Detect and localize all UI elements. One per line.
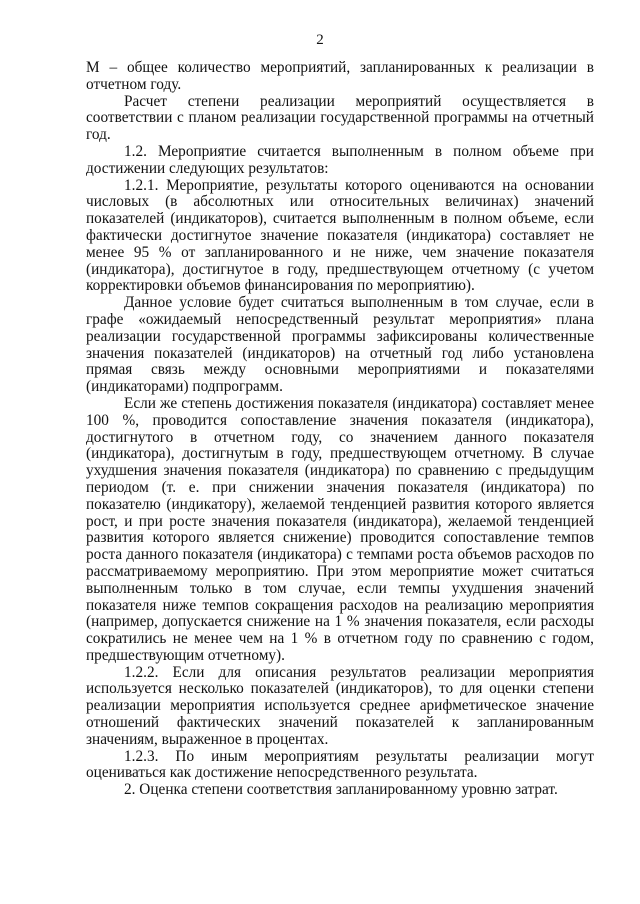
paragraph-section-1-2: 1.2. Мероприятие считается выполненным в полном объеме при достижении следующих результатов: [86, 142, 594, 177]
paragraph-section-1-2-3: 1.2.3. По иным мероприятиям результаты реализации могут оцениваться как достижение непосредственного результата. [86, 747, 594, 782]
page-number: 2 [316, 32, 324, 48]
paragraph-m-definition: М – общее количество мероприятий, запланированных к реализации в отчетном году. [86, 59, 594, 93]
paragraph-calculation-basis: Расчет степени реализации мероприятий осуществляется в соответствии с планом реализации государственной программы на отчетный год. [86, 92, 594, 144]
paragraph-condition: Данное условие будет считаться выполненным в том случае, если в графе «ожидаемый непосредственный результат мероприятия» плана реализации государственной программы зафиксированы количественные значения показателей (индикаторов) на отчетный год либо установлена прямая связь между основными мероприятиями и показателями (индикаторами) подпрограмм. [86, 294, 594, 396]
paragraph-section-2: 2. Оценка степени соответствия запланированному уровню затрат. [124, 781, 558, 799]
paragraph-section-1-2-1: 1.2.1. Мероприятие, результаты которого оцениваются на основании числовых (в абсолютных или относительных величинах) значений показателей (индикаторов), считается выполненным в полном объеме, если фактически достигнутое значение показателя (индикатора) составляет не менее 95 % от запланированного и не ниже, чем значение показателя (индикатора), достигнутое в году, предшествующем отчетному (с учетом корректировки объемов финансирования по мероприятию). [86, 176, 594, 295]
paragraph-below-100-percent: Если же степень достижения показателя (индикатора) составляет менее 100 %, проводится сопоставление значения показателя (индикатора), достигнутого в отчетном году, со значением данного показателя (индикатора), достигнутым в году, предшествующем отчетному. В случае ухудшения значения показателя (индикатора) по сравнению с предыдущим периодом (т. е. при снижении значения показателя (индикатора) по показателю (индикатору), желаемой тенденцией развития которого является рост, и при росте значения показателя (индикатора), желаемой тенденцией развития которого является снижение) проводится сопоставление темпов роста данного показателя (индикатора) с темпами роста объемов расходов по рассматриваемому мероприятию. При этом мероприятие может считаться выполненным только в том случае, если темпы ухудшения значений показателя ниже темпов сокращения расходов на реализацию мероприятия (например, допускается снижение на 1 % значения показателя, если расходы сократились не менее чем на 1 % в отчетном году по сравнению с годом, предшествующим отчетному). [86, 394, 594, 664]
document-body [86, 60, 594, 799]
paragraph-section-1-2-2: 1.2.2. Если для описания результатов реализации мероприятия используется несколько показателей (индикаторов), то для оценки степени реализации мероприятия используется среднее арифметическое значение отношений фактических значений показателей к запланированным значениям, выраженное в процентах. [86, 663, 594, 748]
